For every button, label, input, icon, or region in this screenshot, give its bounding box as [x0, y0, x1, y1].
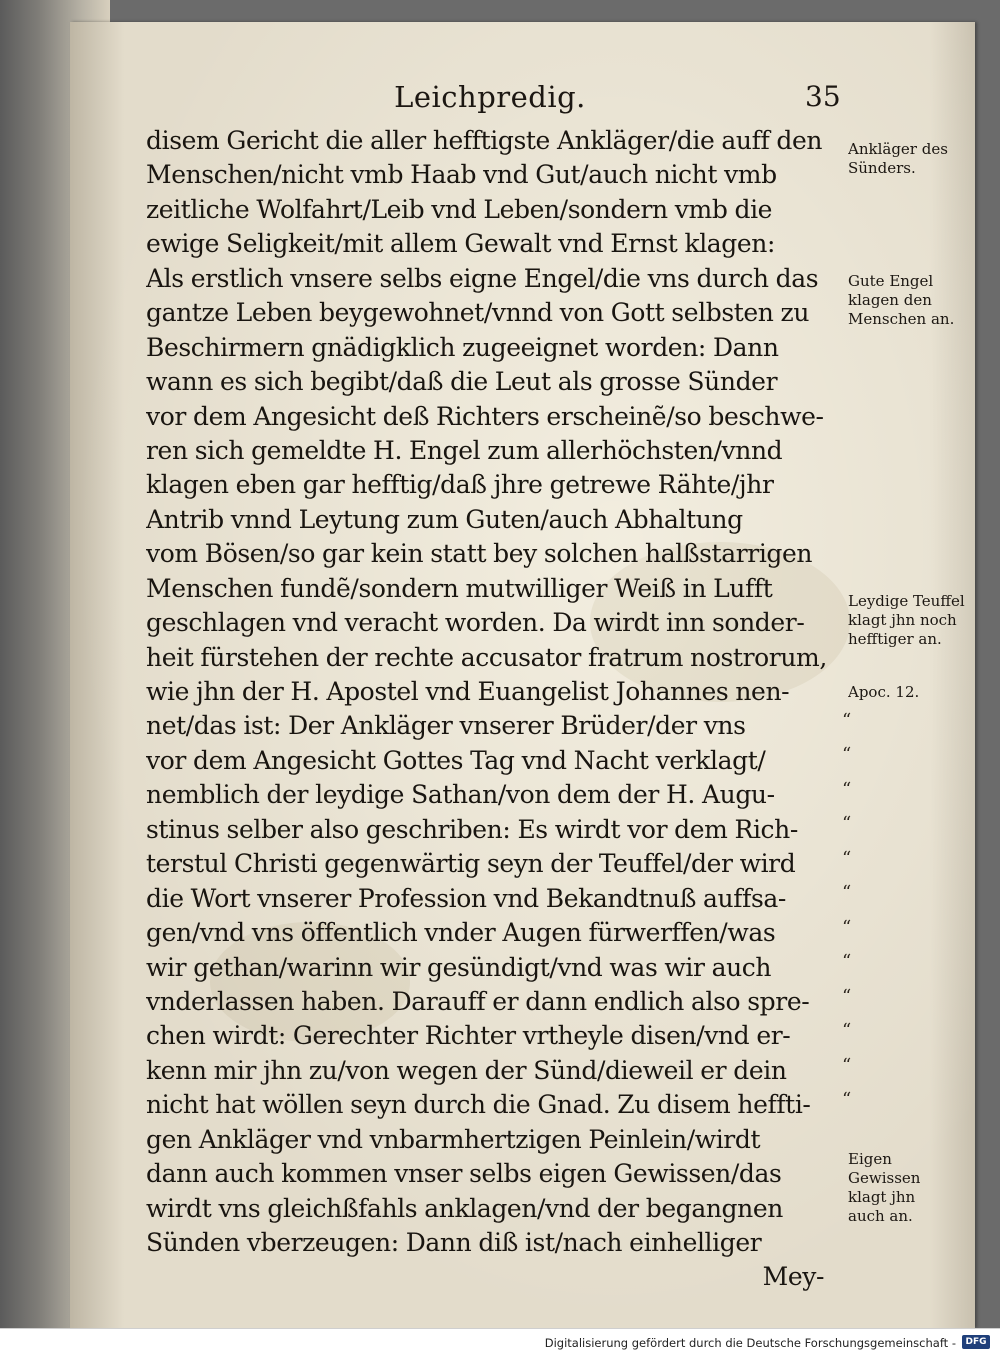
text-line: kenn mir jhn zu/von wegen der Sünd/dieweil er dein — [146, 1055, 787, 1085]
quote-mark: “ — [842, 848, 852, 869]
quote-mark: “ — [842, 1055, 852, 1076]
margin-note: Eigen Gewissen klagt jhn auch an. — [848, 1150, 921, 1225]
quote-mark: “ — [842, 1020, 852, 1041]
text-line: wir gethan/warinn wir gesündigt/vnd was wir auch — [146, 952, 772, 982]
catchword: Mey- — [762, 1262, 824, 1292]
text-line: disem Gericht die aller hefftigste Ankläger/die auff den — [146, 126, 823, 155]
text-line: dann auch kommen vnser selbs eigen Gewissen/das — [146, 1159, 782, 1189]
text-line: zeitliche Wolfahrt/Leib vnd Leben/sondern vmb die — [146, 194, 773, 224]
quote-mark: “ — [842, 710, 852, 731]
margin-note: Apoc. 12. — [848, 683, 920, 701]
text-line: klagen eben gar hefftig/daß jhre getrewe Rähte/jhr — [146, 470, 774, 500]
text-line: wann es sich begibt/daß die Leut als grosse Sünder — [146, 367, 778, 397]
text-line: Als erstlich vnsere selbs eigne Engel/die vns durch das — [146, 263, 819, 293]
text-line: Sünden vberzeugen: Dann diß ist/nach einhelliger — [146, 1228, 762, 1257]
text-line: chen wirdt: Gerechter Richter vrtheyle disen/vnd er- — [146, 1021, 791, 1051]
quote-mark: “ — [842, 744, 852, 765]
quote-mark: “ — [842, 986, 852, 1007]
body-text — [146, 124, 846, 1295]
margin-note: Leydige Teuffel klagt jhn noch hefftiger an. — [848, 592, 965, 648]
page-number: 35 — [805, 80, 841, 113]
text-line: vor dem Angesicht Gottes Tag vnd Nacht verklagt/ — [146, 745, 766, 775]
quote-mark: “ — [842, 1089, 852, 1110]
quote-mark: “ — [842, 779, 852, 800]
footer-bar — [0, 1328, 1000, 1357]
text-line: gantze Leben beygewohnet/vnnd von Gott selbsten zu — [146, 298, 810, 328]
quote-mark: “ — [842, 813, 852, 834]
running-head: Leichpredig. — [394, 80, 586, 114]
margin-note: Gute Engel klagen den Menschen an. — [848, 272, 955, 328]
text-line: heit fürstehen der rechte accusator fratrum nostrorum, — [146, 642, 827, 672]
quote-mark: “ — [842, 917, 852, 938]
margin-note: Ankläger des Sünders. — [848, 140, 948, 177]
text-line: terstul Christi gegenwärtig seyn der Teuffel/der wird — [146, 849, 796, 879]
dfg-logo: DFG — [962, 1335, 990, 1349]
text-line: Menschen/nicht vmb Haab vnd Gut/auch nicht vmb — [146, 160, 777, 190]
text-line: wirdt vns gleichßfahls anklagen/vnd der begangnen — [146, 1193, 783, 1223]
text-line: Menschen fundẽ/sondern mutwilliger Weiß in Lufft — [146, 573, 773, 603]
text-line: vom Bösen/so gar kein statt bey solchen halßstarrigen — [146, 539, 813, 569]
text-line: ren sich gemeldte H. Engel zum allerhöchsten/vnnd — [146, 435, 783, 465]
text-line: gen Ankläger vnd vnbarmhertzigen Peinlein/wirdt — [146, 1124, 761, 1154]
quote-mark: “ — [842, 882, 852, 903]
text-line: Antrib vnnd Leytung zum Guten/auch Abhaltung — [146, 504, 743, 534]
text-line: die Wort vnserer Profession vnd Bekandtnuß auffsa- — [146, 883, 786, 913]
text-line: geschlagen vnd veracht worden. Da wirdt inn sonder- — [146, 608, 805, 638]
text-line: nemblich der leydige Sathan/von dem der H. Augu- — [146, 780, 775, 810]
text-line: stinus selber also geschriben: Es wirdt vor dem Rich- — [146, 814, 798, 844]
text-line: net/das ist: Der Ankläger vnserer Brüder/der vns — [146, 711, 746, 741]
text-line: vor dem Angesicht deß Richters erscheinẽ/so beschwe- — [146, 401, 824, 431]
text-line: gen/vnd vns öffentlich vnder Augen fürwerffen/was — [146, 918, 776, 948]
quote-mark: “ — [842, 951, 852, 972]
text-line: wie jhn der H. Apostel vnd Euangelist Johannes nen- — [146, 677, 790, 706]
text-line: Beschirmern gnädigklich zugeeignet worden: Dann — [146, 332, 779, 362]
text-line: nicht hat wöllen seyn durch die Gnad. Zu disem heffti- — [146, 1090, 811, 1120]
text-line: ewige Seligkeit/mit allem Gewalt vnd Ernst klagen: — [146, 229, 776, 259]
text-line: vnderlassen haben. Darauff er dann endlich also spre- — [146, 986, 810, 1016]
funding-credit: Digitalisierung gefördert durch die Deutsche Forschungsgemeinschaft - — [544, 1336, 956, 1350]
